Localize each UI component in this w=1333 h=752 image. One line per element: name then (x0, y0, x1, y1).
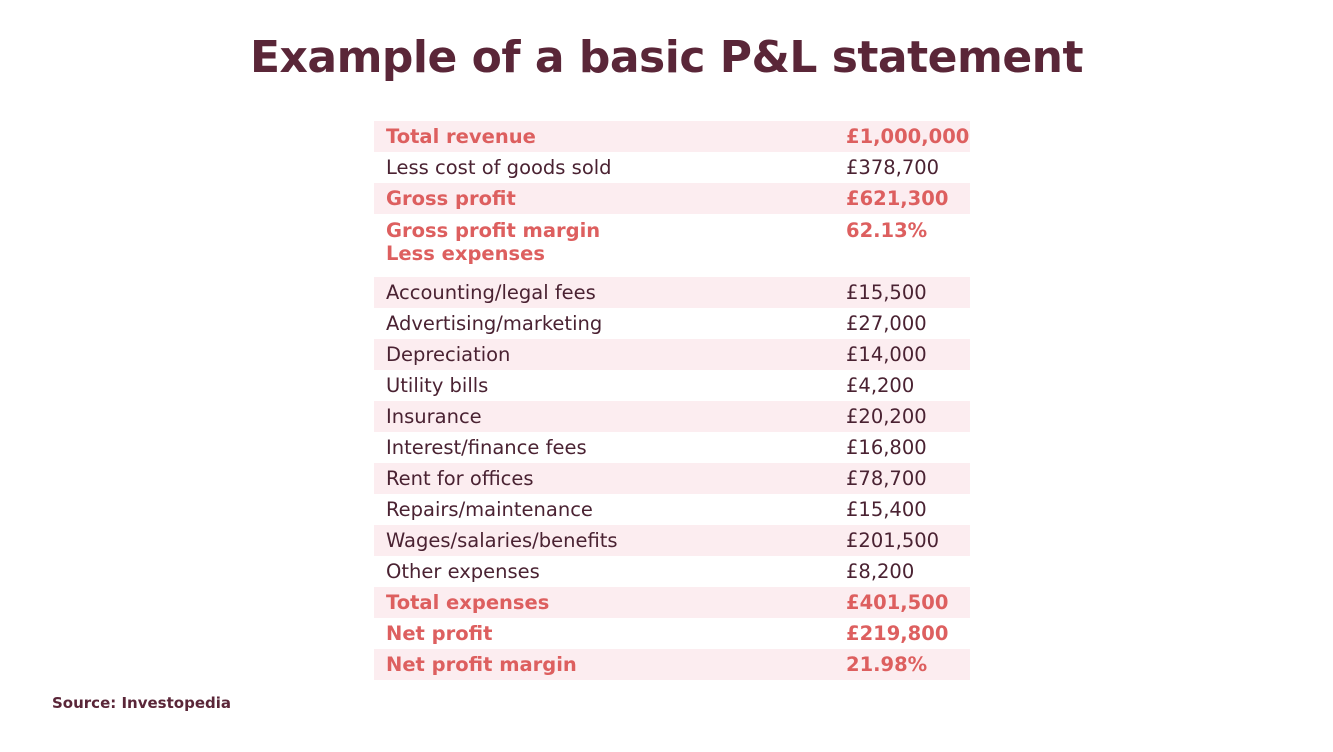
row-label: Gross profit (386, 187, 516, 210)
table-row-repairs (374, 494, 970, 525)
table-row-gross-profit-margin (374, 214, 970, 277)
page-title: Example of a basic P&L statement (249, 32, 1084, 83)
row-label: Net profit (386, 622, 493, 645)
row-value: £27,000 (846, 312, 927, 335)
row-value: £1,000,000 (846, 125, 970, 148)
table-row-interest-fees (374, 432, 970, 463)
row-label: Less cost of goods sold (386, 156, 612, 179)
row-value: £20,200 (846, 405, 927, 428)
row-label: Depreciation (386, 343, 511, 366)
table-row-other-expenses (374, 556, 970, 587)
row-value: £14,000 (846, 343, 927, 366)
table-row-net-profit (374, 618, 970, 649)
row-label-line: Less expenses (386, 242, 545, 265)
table-row-total-revenue (374, 121, 970, 152)
row-label: Utility bills (386, 374, 489, 397)
table-row-gross-profit (374, 183, 970, 214)
row-label: Insurance (386, 405, 482, 428)
row-value: £16,800 (846, 436, 927, 459)
table-row-advertising (374, 308, 970, 339)
row-value: £15,500 (846, 281, 927, 304)
row-value: 62.13% (846, 219, 928, 242)
table-row-wages (374, 525, 970, 556)
table-row-cost-of-goods (374, 152, 970, 183)
row-label: Other expenses (386, 560, 540, 583)
row-value: £219,800 (846, 622, 949, 645)
row-label: Net profit margin (386, 653, 577, 676)
row-label: Total revenue (386, 125, 536, 148)
row-value: £78,700 (846, 467, 927, 490)
table-row-accounting-fees (374, 277, 970, 308)
row-value: £401,500 (846, 591, 949, 614)
row-label: Interest/finance fees (386, 436, 587, 459)
table-row-depreciation (374, 339, 970, 370)
row-value: 21.98% (846, 653, 928, 676)
row-value: £378,700 (846, 156, 940, 179)
table-row-utility-bills (374, 370, 970, 401)
source-credit: Source: Investopedia (52, 694, 231, 712)
row-value: £621,300 (846, 187, 949, 210)
table-row-insurance (374, 401, 970, 432)
row-label: Accounting/legal fees (386, 281, 596, 304)
row-label (386, 219, 600, 265)
row-label: Rent for offices (386, 467, 534, 490)
row-value: £15,400 (846, 498, 927, 521)
row-label-line: Gross profit margin (386, 219, 601, 242)
row-value: £8,200 (846, 560, 915, 583)
pl-statement-table (374, 121, 970, 680)
row-label: Advertising/marketing (386, 312, 603, 335)
table-row-net-profit-margin (374, 649, 970, 680)
row-label: Wages/salaries/benefits (386, 529, 618, 552)
row-label: Repairs/maintenance (386, 498, 593, 521)
row-value: £4,200 (846, 374, 915, 397)
row-value: £201,500 (846, 529, 940, 552)
row-label: Total expenses (386, 591, 550, 614)
table-row-rent (374, 463, 970, 494)
table-row-total-expenses (374, 587, 970, 618)
